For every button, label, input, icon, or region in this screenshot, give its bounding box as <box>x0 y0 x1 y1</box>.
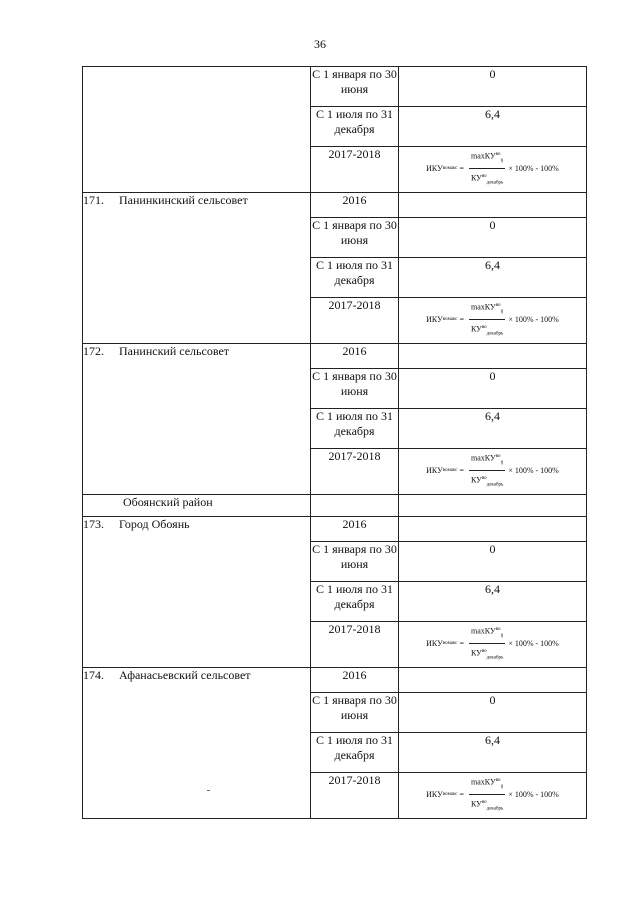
entity-cell <box>83 67 311 193</box>
scan-speck <box>207 790 210 791</box>
period-cell: 2016 <box>311 193 399 218</box>
period-cell: 2017-2018 <box>311 449 399 495</box>
index-formula: ИКУ во макс = $\frac{\max КУ^{во}_{ij}}{КУ^{во}_{декабрь}}$ × 100% - 100% <box>399 147 586 191</box>
formula-cell <box>399 773 587 819</box>
period-cell: С 1 января по 30 июня <box>311 67 399 107</box>
period-cell: С 1 июля по 31 декабря <box>311 107 399 147</box>
formula-cell <box>399 449 587 495</box>
period-cell: 2017-2018 <box>311 298 399 344</box>
period-cell: С 1 июля по 31 декабря <box>311 258 399 298</box>
tariff-table <box>82 66 587 819</box>
period-cell: С 1 января по 30 июня <box>311 542 399 582</box>
formula-fraction: $\frac{\max КУ^{во}_{ij}}{КУ^{во}_{декабрь}}$ <box>469 298 505 342</box>
value-cell: 0 <box>399 693 587 733</box>
table-row <box>83 495 587 517</box>
formula-fraction: $\frac{\max КУ^{во}_{ij}}{КУ^{во}_{декабрь}}$ <box>469 147 505 191</box>
table-row <box>83 193 587 218</box>
formula-cell <box>399 298 587 344</box>
entity-number: 173. <box>83 517 104 531</box>
period-cell: 2016 <box>311 668 399 693</box>
entity-name: Панинкинский сельсовет <box>119 193 248 207</box>
value-cell: 0 <box>399 67 587 107</box>
entity-number: 171. <box>83 193 104 207</box>
index-formula: ИКУ во макс = $\frac{\max КУ^{во}_{ij}}{КУ^{во}_{декабрь}}$ × 100% - 100% <box>399 298 586 342</box>
table-row <box>83 344 587 369</box>
period-cell: 2017-2018 <box>311 147 399 193</box>
formula-fraction: $\frac{\max КУ^{во}_{ij}}{КУ^{во}_{декабрь}}$ <box>469 622 505 666</box>
index-formula: ИКУ во макс = $\frac{\max КУ^{во}_{ij}}{КУ^{во}_{декабрь}}$ × 100% - 100% <box>399 449 586 493</box>
value-cell <box>399 517 587 542</box>
index-formula: ИКУ во макс = $\frac{\max КУ^{во}_{ij}}{КУ^{во}_{декабрь}}$ × 100% - 100% <box>399 622 586 666</box>
formula-cell <box>399 147 587 193</box>
entity-cell <box>83 193 311 344</box>
entity-name: Панинский сельсовет <box>119 344 230 358</box>
entity-cell <box>83 344 311 495</box>
value-cell: 6,4 <box>399 733 587 773</box>
table-row <box>83 668 587 693</box>
period-cell: 2017-2018 <box>311 773 399 819</box>
value-cell: 6,4 <box>399 409 587 449</box>
value-cell <box>399 668 587 693</box>
district-cell <box>83 495 311 517</box>
value-cell: 6,4 <box>399 258 587 298</box>
value-cell: 0 <box>399 369 587 409</box>
page-number: 36 <box>314 37 326 51</box>
period-cell: 2016 <box>311 517 399 542</box>
formula-fraction: $\frac{\max КУ^{во}_{ij}}{КУ^{во}_{декабрь}}$ <box>469 773 505 817</box>
period-cell: С 1 января по 30 июня <box>311 218 399 258</box>
period-cell: С 1 января по 30 июня <box>311 693 399 733</box>
period-cell: С 1 января по 30 июня <box>311 369 399 409</box>
table-row <box>83 67 587 107</box>
table-row <box>83 517 587 542</box>
entity-cell <box>83 517 311 668</box>
value-cell <box>399 193 587 218</box>
value-cell: 0 <box>399 218 587 258</box>
period-cell: С 1 июля по 31 декабря <box>311 733 399 773</box>
period-cell: 2016 <box>311 344 399 369</box>
empty-cell <box>311 495 399 517</box>
period-cell: С 1 июля по 31 декабря <box>311 582 399 622</box>
value-cell <box>399 344 587 369</box>
entity-number: 172. <box>83 344 104 358</box>
index-formula: ИКУ во макс = $\frac{\max КУ^{во}_{ij}}{КУ^{во}_{декабрь}}$ × 100% - 100% <box>399 773 586 817</box>
entity-name: Город Обоянь <box>119 517 190 531</box>
district-name: Обоянский район <box>123 495 213 509</box>
formula-cell <box>399 622 587 668</box>
entity-cell <box>83 668 311 819</box>
period-cell: 2017-2018 <box>311 622 399 668</box>
period-cell: С 1 июля по 31 декабря <box>311 409 399 449</box>
value-cell: 0 <box>399 542 587 582</box>
entity-number: 174. <box>83 668 104 682</box>
empty-cell <box>399 495 587 517</box>
entity-name: Афанасьевский сельсовет <box>119 668 251 682</box>
formula-fraction: $\frac{\max КУ^{во}_{ij}}{КУ^{во}_{декабрь}}$ <box>469 449 505 493</box>
value-cell: 6,4 <box>399 582 587 622</box>
value-cell: 6,4 <box>399 107 587 147</box>
